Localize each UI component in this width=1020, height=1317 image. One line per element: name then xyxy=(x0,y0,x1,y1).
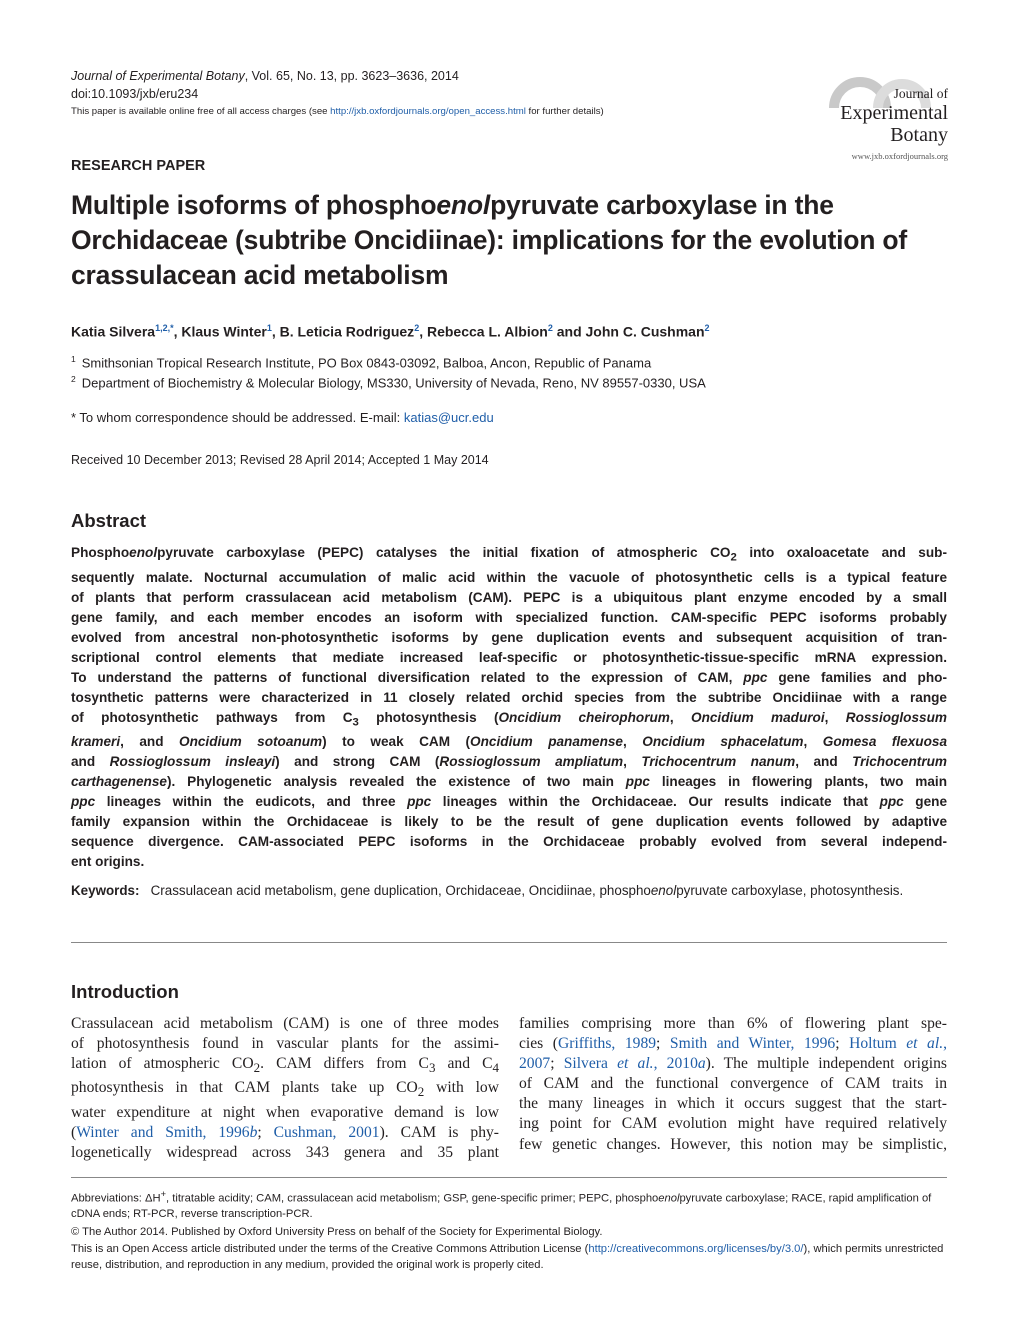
logo-line-experimental: Experimental xyxy=(840,102,948,124)
author-affiliation-mark: 2 xyxy=(704,323,710,333)
intro-text-line: logenetically widespread across 343 genera and 35 plant xyxy=(71,1143,499,1161)
abstract-line: tosynthetic patterns were characterized in 11 closely related orchid species from the subtribe Oncidiinae with a range xyxy=(71,689,947,705)
reference-link[interactable]: Winter and Smith, 1996b xyxy=(76,1123,258,1141)
keywords xyxy=(71,881,947,901)
introduction-heading: Introduction xyxy=(71,981,179,1002)
keywords-label: Keywords: xyxy=(71,883,140,898)
reference-link[interactable]: Cushman, 2001 xyxy=(273,1123,380,1141)
intro-text-line: of photosynthesis found in vascular plants for the assimi- xyxy=(71,1035,499,1053)
reference-link[interactable]: 2007 xyxy=(519,1055,551,1073)
abstract-line: ent origins. xyxy=(71,854,145,870)
correspondence: * To whom correspondence should be addressed. E-mail: katias@ucr.edu xyxy=(71,410,494,425)
author-list: Katia Silvera$^{1,2,*}$, Klaus Winter$^1$, B. Leticia Rodriguez$^2$, Rebecca L. Albion$^2$ and John C. Cushman$^2$ xyxy=(71,323,710,340)
abstract-line: scriptional control elements that mediate increased leaf-specific or photosynthetic-tissue-specific mRNA expression. xyxy=(71,649,947,665)
abstract-line: gene family, and each member encodes an isoform with specialized function. CAM-specific PEPC isoforms probably xyxy=(71,609,947,625)
copyright-footnote: © The Author 2014. Published by Oxford University Press on behalf of the Society for Experimental Biology. xyxy=(71,1226,603,1238)
intro-text-line: few genetic changes. However, this notion may be simplistic, xyxy=(519,1135,947,1153)
reference-link[interactable]: Griffiths, 1989 xyxy=(557,1035,657,1053)
journal-citation: Journal of Experimental Botany, Vol. 65, No. 13, pp. 3623–3636, 2014 xyxy=(71,69,459,83)
author-affiliation-mark: 2 xyxy=(414,323,420,333)
open-access-note: This paper is available online free of all access charges (see http://jxb.oxfordjournals.org/open_access.html for further details) xyxy=(71,106,604,117)
author-affiliation-mark: 1 xyxy=(266,323,272,333)
abstract-line: of plants that perform crassulacean acid metabolism (CAM). PEPC is a ubiquitous plant enzyme encoded by a small xyxy=(71,589,947,605)
author-name: John C. Cushman xyxy=(585,323,705,340)
intro-column-left xyxy=(71,1014,499,1163)
abstract-line: evolved from ancestral non-photosynthetic isoforms by gene duplication events and subsequent acquisition of tran- xyxy=(71,629,947,645)
reference-link[interactable]: Holtum et al., xyxy=(849,1035,947,1053)
intro-text-line: the many lineages in which it occurs suggest that the start- xyxy=(519,1095,947,1113)
reference-link[interactable]: Smith and Winter, 1996 xyxy=(669,1035,836,1053)
abstract-line: family expansion within the Orchidaceae is likely to be the result of gene duplication events followed by adaptive xyxy=(71,814,947,830)
doi: doi:10.1093/jxb/eru234 xyxy=(71,87,199,101)
intro-text-line: Crassulacean acid metabolism (CAM) is one of three modes xyxy=(71,1015,499,1032)
intro-column-right xyxy=(519,1014,947,1155)
abstract-line: Phosphoenolpyruvate carboxylase (PEPC) catalyses the initial fixation of atmospheric $CO_2$ into oxaloacetate and sub- xyxy=(71,545,947,564)
intro-text-line: cies (Griffiths, 1989; Smith and Winter, 1996; Holtum et al., xyxy=(519,1035,947,1053)
paper-title: Multiple isoforms of phosphoenolpyruvate carboxylase in the Orchidaceae (subtribe Oncidiinae): implications for the evolution of crassulacean acid metabolism xyxy=(71,190,907,290)
abstract-line: sequently malate. Nocturnal accumulation of malic acid within the vacuole of photosynthetic cells is a typical feature xyxy=(71,569,947,585)
logo-line-journal: Journal of xyxy=(893,86,948,101)
abstract-body xyxy=(71,543,947,872)
section-divider xyxy=(71,942,947,943)
abstract-line: of photosynthetic pathways from $C_3$ photosynthesis (Oncidium cheirophorum, Oncidium maduroi, Rossioglossum xyxy=(71,709,947,729)
abstract-line: and Rossioglossum insleayi) and strong CAM (Rossioglossum ampliatum, Trichocentrum nanum, and Trichocentrum xyxy=(71,754,948,770)
intro-text-line: photosynthesis in that CAM plants take up $CO_2$ with low xyxy=(71,1079,499,1100)
intro-text-line: ing point for CAM evolution might have required relatively xyxy=(519,1115,947,1133)
abstract-line: carthagenense). Phylogenetic analysis revealed the existence of two main ppc lineages in flowering plants, two main xyxy=(71,774,947,790)
intro-text-line: lation of atmospheric $CO_2$. CAM differs from $C_3$ and $C_4$ xyxy=(71,1055,499,1076)
affiliation-2: $^2$ Department of Biochemistry & Molecular Biology, MS330, University of Nevada, Reno, NV 89557-0330, USA xyxy=(71,374,706,391)
paper-type: RESEARCH PAPER xyxy=(71,158,206,174)
intro-text-line: families comprising more than 6% of flowering plant spe- xyxy=(519,1015,947,1032)
intro-text-line: (Winter and Smith, 1996b; Cushman, 2001). CAM is phy- xyxy=(71,1123,499,1141)
intro-text-line: 2007; Silvera et al., 2010a). The multiple independent origins xyxy=(519,1055,947,1073)
received-dates: Received 10 December 2013; Revised 28 April 2014; Accepted 1 May 2014 xyxy=(71,453,489,467)
keywords-text: Crassulacean acid metabolism, gene duplication, Orchidaceae, Oncidiinae, phosphoenolpyruvate carboxylase, photosynthesis. xyxy=(150,883,904,898)
open-access-link[interactable]: http://jxb.oxfordjournals.org/open_access.html xyxy=(330,106,526,117)
author-name: B. Leticia Rodriguez xyxy=(279,323,415,340)
abbreviations-footnote: Abbreviations: ΔH+, titratable acidity; CAM, crassulacean acid metabolism; GSP, gene-specific primer; PEPC, phosphoenolpyruvate carboxylase; RACE, rapid amplification of cDNA ends; RT-PCR, reverse transcription-PCR. xyxy=(71,1189,932,1221)
author-affiliation-mark: 1,2,* xyxy=(155,323,174,333)
logo-url: www.jxb.oxfordjournals.org xyxy=(851,151,948,161)
abstract-line: ppc lineages within the eudicots, and three ppc lineages within the Orchidaceae. Our results indicate that ppc gene xyxy=(71,794,947,810)
author-name: Rebecca L. Albion xyxy=(426,323,548,340)
footnote-divider xyxy=(71,1177,947,1178)
author-affiliation-mark: 2 xyxy=(547,323,553,333)
intro-text-line: of CAM and the functional convergence of CAM traits in xyxy=(519,1075,947,1093)
license-footnote: This is an Open Access article distributed under the terms of the Creative Commons Attribution License (http://creativecommons.org/licenses/by/3.0/), which permits unrestricted reuse, distribution, and reproduction in any medium, provided the original work is properly cited. xyxy=(71,1243,944,1271)
affiliation-1: $^1$ Smithsonian Tropical Research Institute, PO Box 0843-03092, Balboa, Ancon, Republic of Panama xyxy=(71,354,652,371)
logo-line-botany: Botany xyxy=(890,124,948,146)
author-name: Klaus Winter xyxy=(181,323,267,340)
correspondence-email[interactable]: katias@ucr.edu xyxy=(403,410,494,425)
abstract-heading: Abstract xyxy=(71,510,147,531)
intro-text-line: water expenditure at night when evaporative demand is low xyxy=(71,1103,499,1121)
journal-logo xyxy=(808,70,948,166)
reference-link[interactable]: Silvera et al., 2010a xyxy=(563,1055,706,1073)
abstract-line: To understand the patterns of functional diversification related to the expression of CAM, ppc gene families and pho- xyxy=(71,669,947,685)
reference-link[interactable]: http://creativecommons.org/licenses/by/3.0/ xyxy=(588,1243,804,1255)
abstract-line: krameri, and Oncidium sotoanum) to weak CAM (Oncidium panamense, Oncidium sphacelatum, Gomesa flexuosa xyxy=(71,734,948,750)
author-name: Katia Silvera xyxy=(71,323,156,340)
abstract-line: sequence divergence. CAM-associated PEPC isoforms in the Orchidaceae probably evolved from several independ- xyxy=(71,834,947,850)
